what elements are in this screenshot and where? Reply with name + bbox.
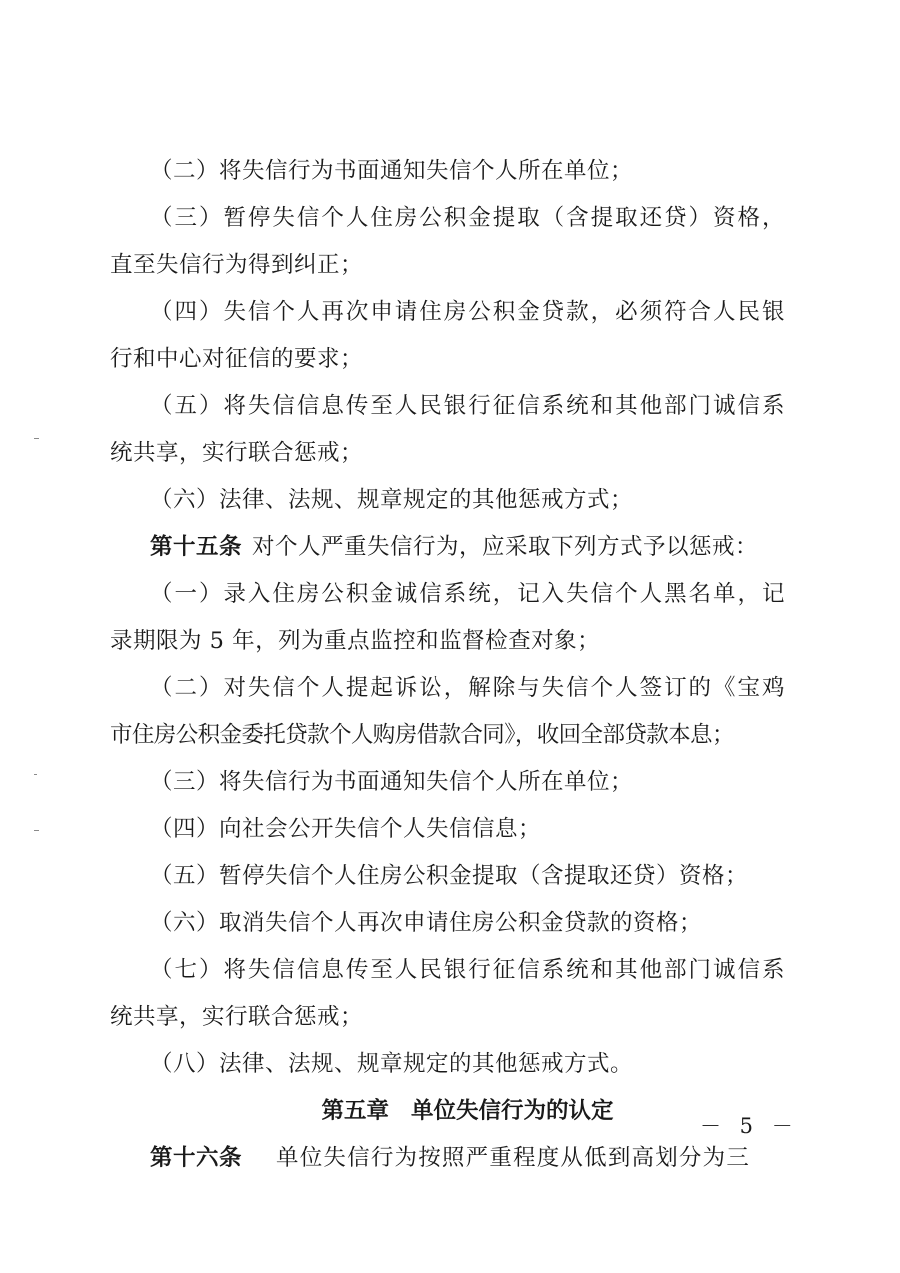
clause-line: （一）录入住房公积金诚信系统，记入失信个人黑名单，记 <box>150 581 785 607</box>
article-text: 对个人严重失信行为，应采取下列方式予以惩戒： <box>252 534 759 560</box>
scan-mark <box>34 830 39 831</box>
page-number: － 5 － <box>700 1114 799 1138</box>
scan-mark <box>34 438 39 439</box>
document-body <box>110 148 785 1182</box>
article-15 <box>110 524 785 571</box>
clause-line: （五）暂停失信个人住房公积金提取（含提取还贷）资格； <box>150 863 749 889</box>
clause-line: （四）向社会公开失信个人失信信息； <box>150 816 542 842</box>
clause-line: （四）失信个人再次申请住房公积金贷款，必须符合人民银 <box>150 299 785 325</box>
clause-line: 市住房公积金委托贷款个人购房借款合同》，收回全部贷款本息； <box>110 722 734 748</box>
article-text: 单位失信行为按照严重程度从低到高划分为三 <box>276 1145 751 1171</box>
clause-line: （六）取消失信个人再次申请住房公积金贷款的资格； <box>150 910 703 936</box>
clause-line: （五）将失信信息传至人民银行征信系统和其他部门诚信系 <box>150 393 785 419</box>
clause-line: （二）对失信个人提起诉讼，解除与失信个人签订的《宝鸡 <box>150 675 785 701</box>
scan-mark <box>34 774 37 775</box>
chapter-heading <box>110 1088 785 1135</box>
article-heading: 第十六条 <box>150 1145 243 1171</box>
clause-line: （八）法律、法规、规章规定的其他惩戒方式。 <box>150 1051 634 1077</box>
clause-line: （三）将失信行为书面通知失信个人所在单位； <box>150 769 634 795</box>
chapter-title: 单位失信行为的认定 <box>411 1098 614 1124</box>
clause-line: 行和中心对征信的要求； <box>110 346 364 372</box>
article-heading: 第十五条 <box>150 534 243 560</box>
clause-line: （七）将失信信息传至人民银行征信系统和其他部门诚信系 <box>150 957 785 983</box>
clause-line: 统共享，实行联合惩戒； <box>110 1004 364 1030</box>
article-16 <box>110 1135 785 1182</box>
chapter-number: 第五章 <box>321 1098 389 1124</box>
clause-line: （三）暂停失信个人住房公积金提取（含提取还贷）资格， <box>150 205 785 231</box>
clause-line: 直至失信行为得到纠正； <box>110 252 364 278</box>
clause-line: （二）将失信行为书面通知失信个人所在单位； <box>150 158 634 184</box>
clause-line: 录期限为 5 年，列为重点监控和监督检查对象； <box>110 628 601 654</box>
clause-line: （六）法律、法规、规章规定的其他惩戒方式； <box>150 487 634 513</box>
clause-line: 统共享，实行联合惩戒； <box>110 440 364 466</box>
